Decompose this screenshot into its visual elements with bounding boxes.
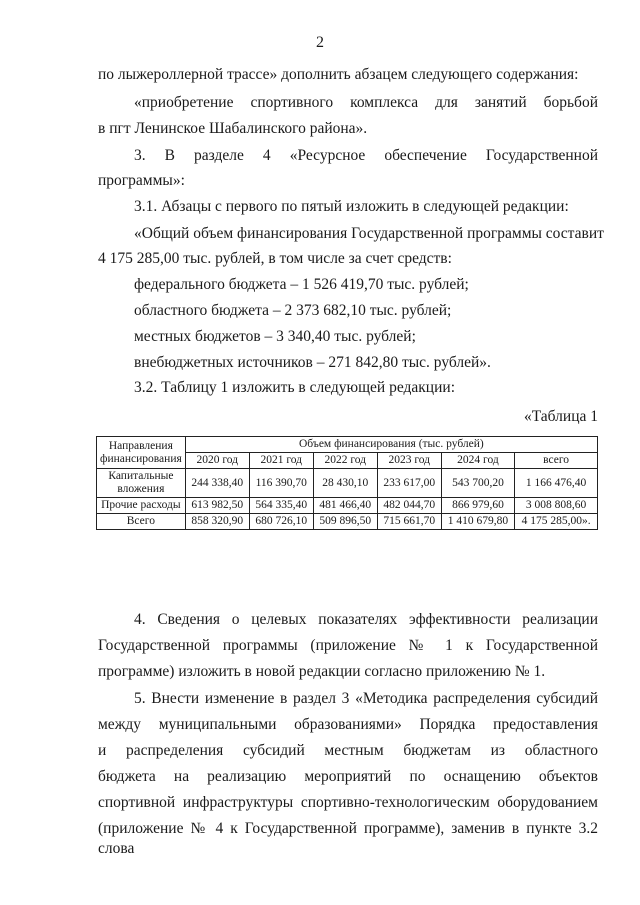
table-cell: 4 175 285,00». bbox=[515, 514, 598, 530]
table-cell: 116 390,70 bbox=[249, 469, 313, 498]
financing-table bbox=[96, 436, 598, 530]
table-cell: 1 166 476,40 bbox=[515, 469, 598, 498]
table-cell: 858 320,90 bbox=[185, 514, 249, 530]
paragraph-line: областного бюджета – 2 373 682,10 тыс. рублей; bbox=[134, 302, 452, 319]
paragraph-line: «Общий объем финансирования Государственной программы составит bbox=[134, 225, 604, 242]
table-cell: 543 700,20 bbox=[441, 469, 514, 498]
paragraph-line: местных бюджетов – 3 340,40 тыс. рублей; bbox=[134, 328, 416, 345]
table-cell: 715 661,70 bbox=[377, 514, 441, 530]
table-cell: 481 466,40 bbox=[313, 498, 377, 514]
paragraph-line: 3.2. Таблицу 1 изложить в следующей редакции: bbox=[134, 379, 455, 396]
table-cell: 564 335,40 bbox=[249, 498, 313, 514]
paragraph-line: 3.1. Абзацы с первого по пятый изложить в следующей редакции: bbox=[134, 198, 569, 215]
table-cell: 613 982,50 bbox=[185, 498, 249, 514]
paragraph-line: 5. Внести изменение в раздел 3 «Методика распределения субсидий bbox=[134, 690, 598, 707]
paragraph-line: федерального бюджета – 1 526 419,70 тыс. рублей; bbox=[134, 276, 469, 293]
paragraph-line: спортивной инфраструктуры спортивно-технологическим оборудованием bbox=[98, 794, 598, 811]
paragraph-line: внебюджетных источников – 271 842,80 тыс. рублей». bbox=[134, 354, 491, 371]
paragraph-line: программе) изложить в новой редакции согласно приложению № 1. bbox=[98, 663, 546, 680]
table-row bbox=[97, 514, 598, 530]
paragraph-line: 4 175 285,00 тыс. рублей, в том числе за счет средств: bbox=[98, 250, 452, 267]
paragraph-line: 4. Сведения о целевых показателях эффективности реализации bbox=[134, 611, 598, 628]
paragraph-line: (приложение № 4 к Государственной программе), заменив в пункте 3.2 слова bbox=[98, 820, 598, 857]
table-row bbox=[97, 498, 598, 514]
paragraph-line: 3. В разделе 4 «Ресурсное обеспечение Государственной bbox=[134, 147, 598, 164]
row-label: Всего bbox=[97, 514, 186, 530]
paragraph-line: бюджета на реализацию мероприятий по оснащению объектов bbox=[98, 768, 598, 785]
column-header: 2020 год bbox=[185, 453, 249, 469]
table-cell: 866 979,60 bbox=[441, 498, 514, 514]
column-header: 2023 год bbox=[377, 453, 441, 469]
table-cell: 3 008 808,60 bbox=[515, 498, 598, 514]
paragraph-line: и распределения субсидий местным бюджетам из областного bbox=[98, 742, 598, 759]
table-caption: «Таблица 1 bbox=[523, 408, 598, 425]
table-cell: 1 410 679,80 bbox=[441, 514, 514, 530]
paragraph-line: между муниципальными образованиями» Порядка предоставления bbox=[98, 716, 598, 733]
table-cell: 233 617,00 bbox=[377, 469, 441, 498]
column-header: 2024 год bbox=[441, 453, 514, 469]
paragraph-line: «приобретение спортивного комплекса для занятий борьбой bbox=[134, 94, 598, 111]
table-cell: 244 338,40 bbox=[185, 469, 249, 498]
table-header-group: Объем финансирования (тыс. рублей) bbox=[185, 437, 597, 453]
table-cell: 482 044,70 bbox=[377, 498, 441, 514]
column-header: 2022 год bbox=[313, 453, 377, 469]
table-row bbox=[97, 469, 598, 498]
paragraph-line: в пгт Ленинское Шабалинского района». bbox=[98, 120, 368, 137]
paragraph-line: программы»: bbox=[98, 172, 185, 189]
table-cell: 680 726,10 bbox=[249, 514, 313, 530]
table-header-direction: Направления финансирования bbox=[97, 437, 186, 469]
paragraph-line: Государственной программы (приложение № 1 к Государственной bbox=[98, 637, 598, 654]
page-number: 2 bbox=[316, 34, 324, 51]
row-label: Капитальные вложения bbox=[97, 469, 186, 498]
table-cell: 28 430,10 bbox=[313, 469, 377, 498]
row-label: Прочие расходы bbox=[97, 498, 186, 514]
column-header: 2021 год bbox=[249, 453, 313, 469]
column-header: всего bbox=[515, 453, 598, 469]
table-cell: 509 896,50 bbox=[313, 514, 377, 530]
paragraph-line: по лыжероллерной трассе» дополнить абзацем следующего содержания: bbox=[98, 66, 579, 83]
